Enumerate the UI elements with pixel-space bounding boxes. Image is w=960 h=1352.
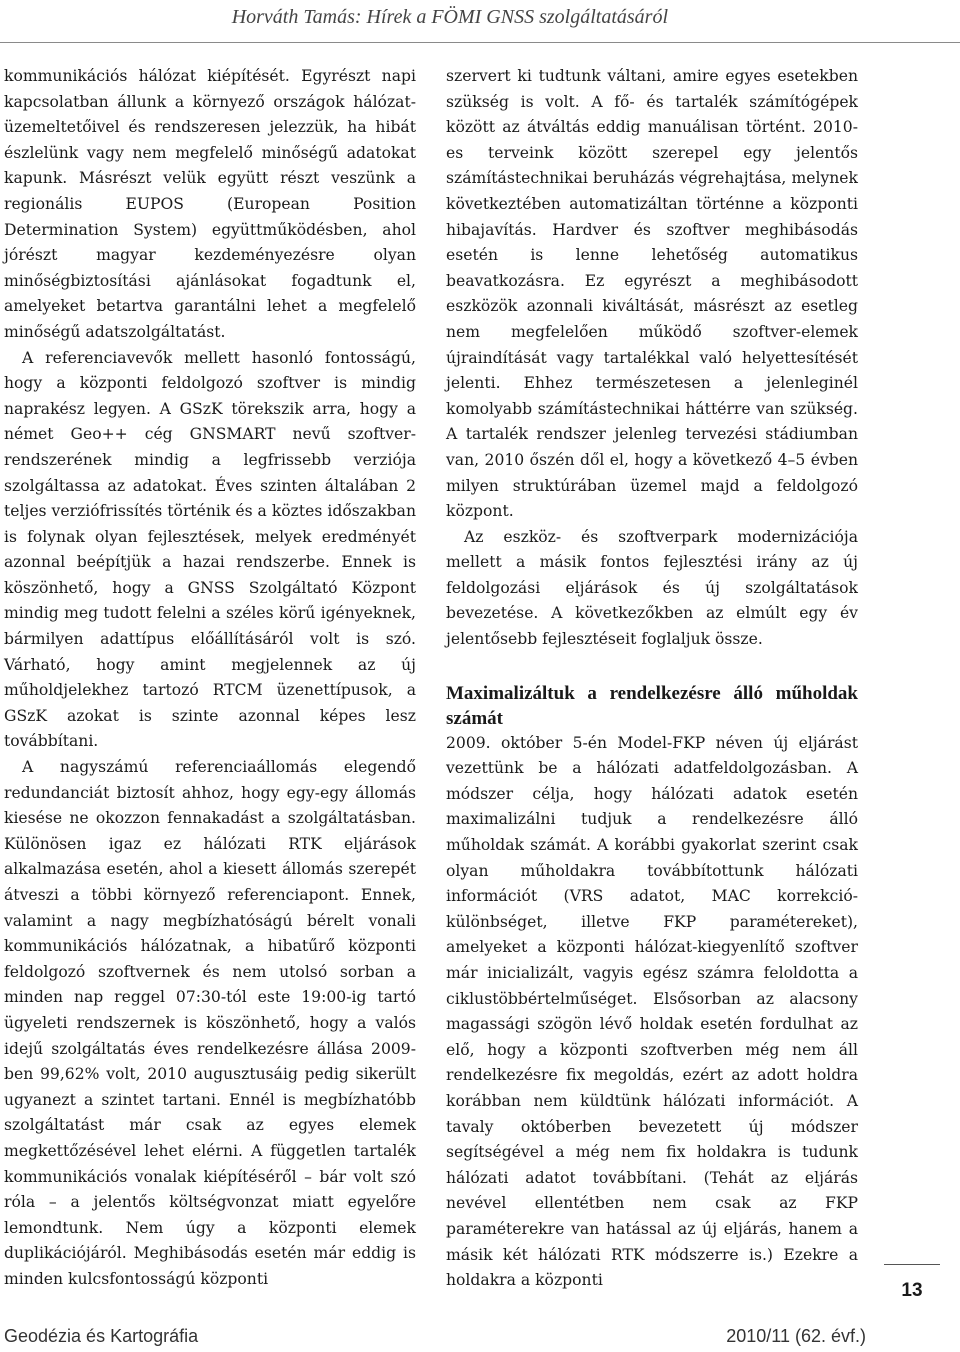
right-column [446, 64, 858, 1294]
page-number: 13 [884, 1264, 940, 1317]
paragraph: A nagyszámú referenciaállomás elegendő redundanciát biztosít ahhoz, hogy egy-egy állomás kiesése ne okozzon fennakadást a szolgáltatásban. Különösen igaz ez hálózati RTK eljárások alkalmazása esetén, ahol a kiesett állomás szerepét átveszi a többi környező referenciapont. Ennek, valamint a nagy megbízhatóságú bérelt vonali kommunikációs hálózatnak, a hibatűrő központi feldolgozó szoftvernek és nem utolsó sorban a minden nap reggel 07:30-tól este 19:00-ig tartó ügyeleti rendszernek is köszönhető, hogy a valós idejű szolgáltatás éves rendelkezésre állása 2009-ben 99,62% volt, 2010 augusztusáig pedig sikerült ugyanezt a szintet tartani. Ennél is megbízhatóbb szolgáltatást már csak az egyes elemek megkettőzésével lehet elérni. A független tartalék kommunikációs vonalak kiépítéséről – bár volt szó róla – a jelentős költségvonzat miatt egyelőre lemondtunk. Nem úgy a központi elemek duplikációjáról. Meghibásodás esetén már eddig is minden kulcsfontosságú központi [4, 758, 416, 1288]
issue-info: 2010/11 (62. évf.) [726, 1326, 866, 1346]
paragraph: 2009. október 5-én Model-FKP néven új eljárást vezettünk be a hálózati adatfeldolgozásban. A módszer célja, hogy hálózati adatok esetén maximalizálni tudjuk a rendelkezésre álló műholdak számát. A korábbi gyakorlat szerint csak olyan műholdakra továbbítottunk hálózati információt (VRS adatot, MAC korrekció-különbséget, illetve FKP paramétereket), amelyeket a központi hálózat-kiegyenlítő szoftver már inicializált, vagyis egész számra feloldotta a ciklustöbbértelműséget. Elsősorban az alacsony magassági szögön lévő holdak esetén fordulhat az elő, hogy a központi szoftverben még nem áll rendelkezésre fix megoldás, ezért az adott holdra korábban nem küldtünk hálózati információt. A tavaly októberben bevezetett új módszer segítségével a még nem fix holdakra is tudunk hálózati adatot továbbítani. (Tehát az eljárás nevével ellentétben nem csak az FKP paraméterekre van hatással az új eljárás, hanem a másik két hálózati RTK módszerre is.) Ezekre a holdakra a központi [446, 733, 858, 1290]
section-heading: Maximalizáltuk a rendelkezésre álló műholdak számát [446, 682, 858, 729]
running-header [0, 0, 960, 43]
left-column [4, 64, 416, 1293]
running-title: Horváth Tamás: Hírek a FÖMI GNSS szolgáltatásáról [231, 6, 668, 28]
paragraph: szervert ki tudtunk váltani, amire egyes esetekben szükség is volt. A fő- és tartalék számítógépek között az átváltás eddig manuálisan történt. 2010-es terveink között szerepel egy jelentős számítástechnikai beruházás végrehajtása, melynek következtében automatizáltan történne a központi hibajavítás. Hardver és szoftver meghibásodás esetén is lenne lehetőség automatikus beavatkozásra. Ez egyrészt a meghibásodott eszközök azonnali kiváltását, másrészt az esetleg nem megfelelően működő szoftver-elemek újraindítását vagy tartalékkal való helyettesítését jelenti. Ehhez természetesen a jelenleginél komolyabb számítástechnikai háttérre van szükség. A tartalék rendszer jelenleg tervezési stádiumban van, 2010 őszén dől el, hogy a következő 4–5 évben milyen struktúrában üzemel majd a feldolgozó központ. [446, 67, 858, 521]
paragraph: kommunikációs hálózat kiépítését. Egyrészt napi kapcsolatban állunk a környező országok hálózat-üzemeltetőivel és rendszeresen jelezzük, ha hibát észlelünk vagy nem megfelelő minőségű adatokat kapunk. Másrészt velük együtt részt veszünk a regionális EUPOS (European Position Determination System) együttműködésben, ahol jórészt magyar kezdeményezésre olyan minőségbiztosítási ajánlásokat fogadtunk el, amelyeket betartva garantálni lehet a megfelelő minőségű adatszolgáltatást. [4, 67, 416, 341]
journal-name: Geodézia és Kartográfia [4, 1326, 199, 1346]
paragraph: Az eszköz- és szoftverpark modernizációja mellett a másik fontos fejlesztési irány az új feldolgozási eljárások és új szolgáltatások bevezetése. A következőkben az elmúlt egy év jelentősebb fejlesztéseit foglaljuk össze. [446, 527, 858, 649]
paragraph: A referenciavevők mellett hasonló fontosságú, hogy a központi feldolgozó szoftver is mindig naprakész legyen. A GSzK törekszik arra, hogy a német Geo++ cég GNSMART nevű szoftver-rendszerének mindig a legfrissebb verziója szolgáltassa az adatokat. Éves szinten általában 2 teljes verziófrissítés történik és a köztes időszakban is folynak olyan fejlesztések, melyek eredményét azonnal beépítjük a hazai rendszerbe. Ennek is köszönhető, hogy a GNSS Szolgáltató Központ mindig meg tudott felelni a széles körű igényeknek, bármilyen adattípus előállításáról volt is szó. Várható, hogy amint megjelennek az új műholdjelekhez tartozó RTCM üzenettípusok, a GSzK azokat is szinte azonnal képes lesz továbbítani. [4, 348, 416, 751]
